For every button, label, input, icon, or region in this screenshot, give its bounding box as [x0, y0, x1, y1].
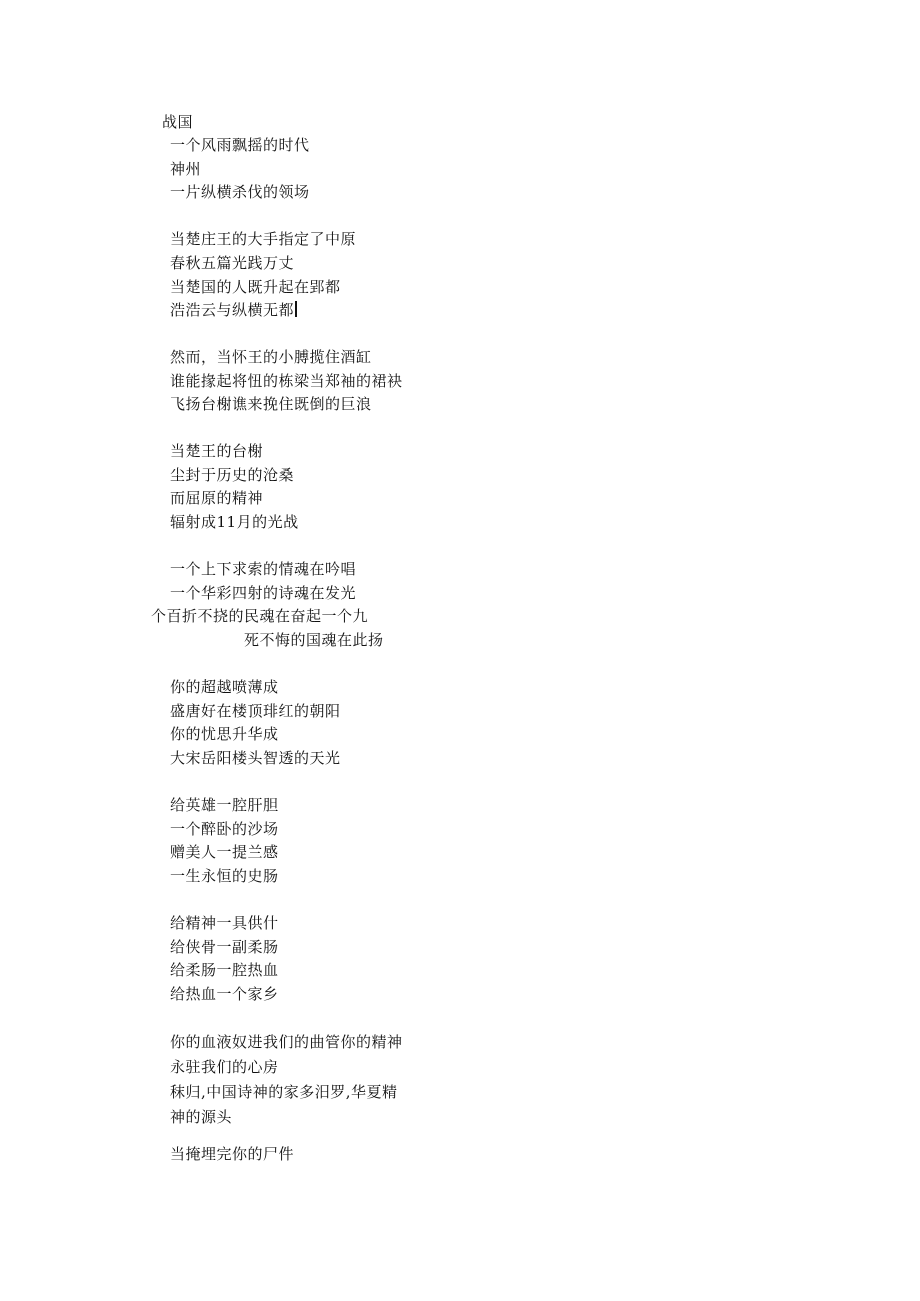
poem-line: 一个醉卧的沙场 — [170, 820, 279, 838]
poem-title: 战国 — [162, 113, 194, 131]
poem-line-with-cursor — [170, 300, 297, 320]
poem-line: 一个风雨飘摇的时代 — [170, 136, 310, 154]
poem-line: 神的源头 — [170, 1108, 233, 1126]
poem-line: 春秋五篇光践万丈 — [170, 254, 295, 272]
poem-line: 你的超越喷薄成 — [170, 678, 279, 696]
poem-line: 给精神一具供什 — [170, 914, 279, 932]
poem-line: 给英雄一腔肝胆 — [170, 796, 279, 814]
poem-line: 个百折不挠的民魂在奋起一个九 — [151, 607, 369, 625]
poem-line: 死不悔的国魂在此扬 — [244, 631, 384, 649]
poem-line: 你的忧思升华成 — [170, 725, 279, 743]
poem-line: 一生永恒的史肠 — [170, 867, 279, 885]
poem-line: 永驻我们的心房 — [170, 1058, 279, 1076]
poem-line: 然而，当怀王的小膊揽住酒缸 — [170, 348, 372, 366]
poem-line: 给柔肠一腔热血 — [170, 961, 279, 979]
poem-line: 给侠骨一副柔肠 — [170, 938, 279, 956]
poem-line: 你的血液奴进我们的曲管你的精神 — [170, 1033, 403, 1051]
poem-line: 辐射成11月的光战 — [170, 513, 299, 531]
poem-line-text: 浩浩云与纵横无都 — [170, 301, 295, 319]
poem-line: 飞扬台榭谯来挽住既倒的巨浪 — [170, 395, 372, 413]
poem-line: 谁能掾起将忸的栋梁当郑袖的裙袂 — [170, 372, 403, 390]
poem-line: 一个上下求索的情魂在吟唱 — [170, 560, 357, 578]
poem-line: 当楚国的人既升起在郢都 — [170, 278, 341, 296]
poem-line: 神州 — [170, 160, 202, 178]
poem-line: 当掩埋完你的尸件 — [170, 1145, 295, 1163]
poem-line: 当楚庄王的大手指定了中原 — [170, 230, 357, 248]
text-cursor-icon — [295, 301, 297, 317]
poem-line: 尘封于历史的沧桑 — [170, 466, 295, 484]
poem-line: 赠美人一提兰感 — [170, 843, 279, 861]
poem-line: 当楚王的台榭 — [170, 442, 264, 460]
poem-line: 秣归,中国诗神的家多汨罗,华夏精 — [170, 1083, 398, 1101]
poem-line: 一片纵横杀伐的领场 — [170, 183, 310, 201]
poem-line: 一个华彩四射的诗魂在发光 — [170, 584, 357, 602]
poem-line: 盛唐好在楼顶琲红的朝阳 — [170, 702, 341, 720]
poem-line: 而屈原的精神 — [170, 489, 264, 507]
poem-line: 给热血一个家乡 — [170, 985, 279, 1003]
poem-line: 大宋岳阳楼头智透的天光 — [170, 749, 341, 767]
